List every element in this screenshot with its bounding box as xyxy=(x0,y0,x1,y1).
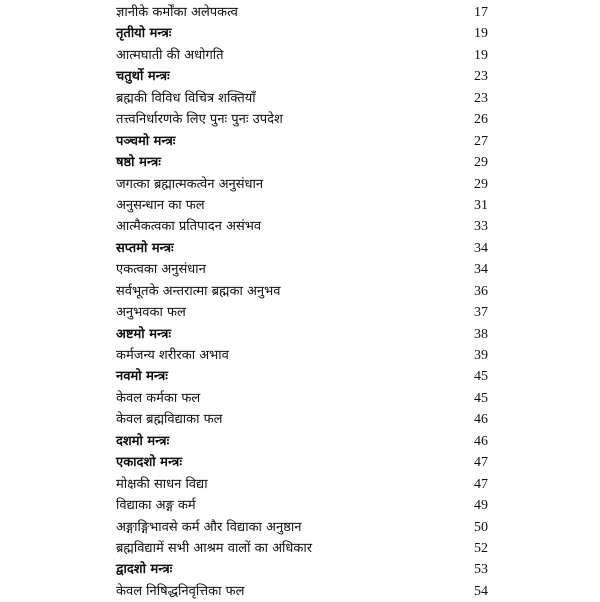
toc-page-number: 39 xyxy=(474,348,488,363)
toc-entry xyxy=(116,474,488,495)
toc-section-heading xyxy=(116,23,488,44)
toc-page-number: 33 xyxy=(474,219,488,235)
toc-entry xyxy=(116,88,488,109)
toc-entry-label: ज्ञानीके कर्मोंका अलेपकत्व xyxy=(116,5,238,20)
toc-entry xyxy=(116,517,488,538)
toc-heading-label: अष्टमो मन्त्रः xyxy=(116,326,171,342)
toc-page-number: 45 xyxy=(474,369,488,385)
toc-page-number: 37 xyxy=(474,305,488,321)
toc-section-heading xyxy=(116,324,488,345)
toc-page-number: 53 xyxy=(474,562,488,578)
toc-page-number: 49 xyxy=(474,498,488,514)
toc-section-heading xyxy=(116,131,488,152)
toc-entry-label: जगत्का ब्रह्मात्मकत्वेन अनुसंधान xyxy=(116,176,264,192)
toc-page-number: 47 xyxy=(474,455,488,471)
toc-entry-label: तत्त्वनिर्धारणके लिए पुनः पुनः उपदेश xyxy=(116,112,283,128)
toc-section-heading xyxy=(116,366,488,387)
toc-page-number: 19 xyxy=(474,26,488,42)
toc-entry-label: आत्मैकत्वका प्रतिपादन असंभव xyxy=(116,219,262,235)
toc-entry xyxy=(116,409,488,430)
toc-page-number: 31 xyxy=(474,197,488,213)
toc-entry-label: केवल निषिद्धनिवृत्तिका फल xyxy=(116,583,245,599)
toc-entry-label: कर्मजन्य शरीरका अभाव xyxy=(116,348,229,363)
toc-entry-label: अङ्गाङ्गिभावसे कर्म और विद्याका अनुष्ठान xyxy=(116,519,302,535)
toc-page-number: 23 xyxy=(474,90,488,106)
table-of-contents xyxy=(116,2,488,602)
toc-entry-label: केवल कर्मका फल xyxy=(116,390,201,406)
toc-section-heading xyxy=(116,452,488,473)
toc-page-number: 29 xyxy=(474,176,488,192)
toc-entry-label: एकत्वका अनुसंधान xyxy=(116,262,206,278)
toc-page-number: 27 xyxy=(474,133,488,149)
toc-entry xyxy=(116,45,488,66)
toc-entry xyxy=(116,495,488,516)
toc-page-number: 38 xyxy=(474,326,488,342)
toc-page-number: 34 xyxy=(474,262,488,278)
toc-entry-label: ब्रह्मकी विविध विचित्र शक्तियाँ xyxy=(116,90,256,106)
toc-heading-label: एकादशो मन्त्रः xyxy=(116,455,182,471)
toc-entry-label: अनुभवका फल xyxy=(116,305,186,321)
toc-entry-label: आत्मघाती की अधोगति xyxy=(116,47,224,63)
toc-page-number: 46 xyxy=(474,412,488,428)
toc-section-heading xyxy=(116,238,488,259)
toc-page-number: 17 xyxy=(474,5,488,20)
toc-heading-label: दशमो मन्त्रः xyxy=(116,433,170,449)
toc-section-heading xyxy=(116,66,488,87)
toc-page-number: 29 xyxy=(474,155,488,171)
toc-entry xyxy=(116,388,488,409)
toc-page-number: 19 xyxy=(474,47,488,63)
toc-heading-label: पञ्चमो मन्त्रः xyxy=(116,133,176,149)
toc-section-heading xyxy=(116,152,488,173)
toc-heading-label: षष्ठो मन्त्रः xyxy=(116,155,161,171)
toc-page-number: 34 xyxy=(474,240,488,256)
toc-entry xyxy=(116,2,488,23)
toc-entry xyxy=(116,302,488,323)
toc-page-number: 45 xyxy=(474,390,488,406)
toc-page-number: 23 xyxy=(474,69,488,85)
toc-entry xyxy=(116,581,488,602)
toc-entry xyxy=(116,195,488,216)
toc-heading-label: द्वादशो मन्त्रः xyxy=(116,562,173,578)
toc-entry xyxy=(116,538,488,559)
toc-heading-label: तृतीयो मन्त्रः xyxy=(116,26,172,42)
toc-entry-label: विद्याका अङ्ग कर्म xyxy=(116,498,196,514)
toc-page-number: 36 xyxy=(474,283,488,299)
toc-entry xyxy=(116,174,488,195)
toc-entry-label: ब्रह्मविद्यामें सभी आश्रम वालों का अधिकार xyxy=(116,540,313,556)
toc-heading-label: सप्तमो मन्त्रः xyxy=(116,240,174,256)
toc-page-number: 54 xyxy=(474,583,488,599)
toc-section-heading xyxy=(116,559,488,580)
toc-entry xyxy=(116,109,488,130)
toc-page-number: 26 xyxy=(474,112,488,128)
toc-page-number: 50 xyxy=(474,519,488,535)
toc-heading-label: नवमो मन्त्रः xyxy=(116,369,168,385)
toc-entry-label: सर्वभूतके अन्तरात्मा ब्रह्मका अनुभव xyxy=(116,283,281,299)
toc-page-number: 47 xyxy=(474,476,488,492)
toc-entry xyxy=(116,345,488,366)
toc-page-number: 52 xyxy=(474,540,488,556)
toc-entry-label: मोक्षकी साधन विद्या xyxy=(116,476,208,492)
toc-entry xyxy=(116,259,488,280)
toc-entry xyxy=(116,281,488,302)
toc-heading-label: चतुर्थो मन्त्रः xyxy=(116,69,170,85)
toc-entry-label: केवल ब्रह्मविद्याका फल xyxy=(116,412,223,428)
toc-page-number: 46 xyxy=(474,433,488,449)
toc-entry-label: अनुसन्धान का फल xyxy=(116,197,205,213)
toc-entry xyxy=(116,216,488,237)
toc-section-heading xyxy=(116,431,488,452)
